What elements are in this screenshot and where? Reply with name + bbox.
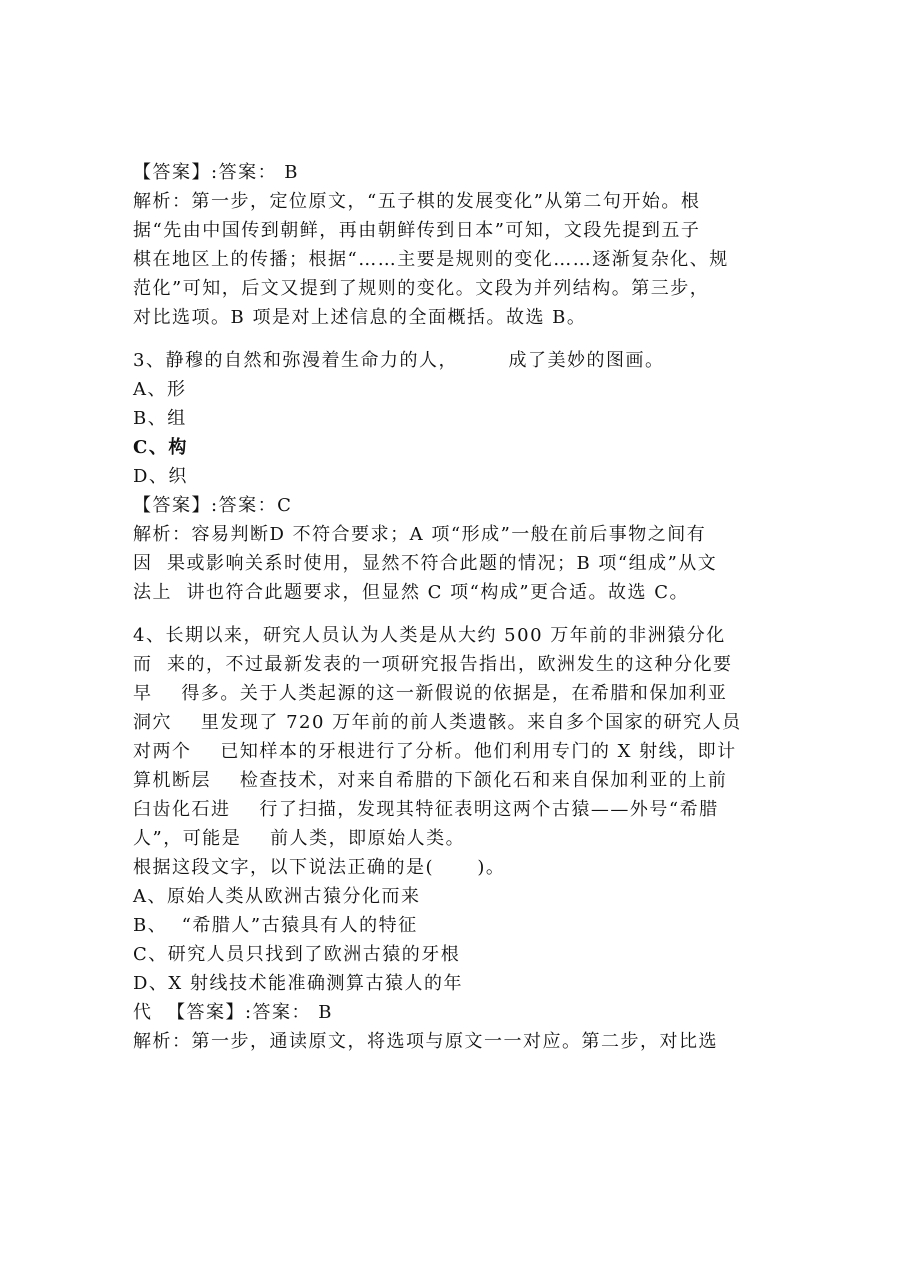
passage-line: 而 来的，不过最新发表的一项研究报告指出，欧洲发生的这种分化要 xyxy=(133,654,733,675)
explanation-line: 范化”可知，后文又提到了规则的变化。文段为并列结构。第三步， xyxy=(133,278,710,299)
option-d: D、X 射线技术能准确测算古猿人的年 xyxy=(133,973,463,994)
document-page xyxy=(133,158,783,1056)
answer-line: 【答案】:答案： B xyxy=(133,162,300,183)
option-a: A、原始人类从欧洲古猿分化而来 xyxy=(133,886,421,907)
explanation-line: 法上 讲也符合此题要求，但显然 C 项“构成”更合适。故选 C。 xyxy=(133,582,690,603)
passage-line: 臼齿化石进 行了扫描，发现其特征表明这两个古猿——外号“希腊 xyxy=(133,799,719,820)
explanation-line: 对比选项。B 项是对上述信息的全面概括。故选 B。 xyxy=(133,307,587,328)
question-prompt: 根据这段文字，以下说法正确的是( )。 xyxy=(133,857,506,878)
option-d: D、织 xyxy=(133,466,188,487)
option-c: C、研究人员只找到了欧洲古猿的牙根 xyxy=(133,944,461,965)
explanation-line: 因 果或影响关系时使用，显然不符合此题的情况；B 项“组成”从文 xyxy=(133,553,718,574)
passage-line: 对两个 已知样本的牙根进行了分析。他们利用专门的 X 射线，即计 xyxy=(133,741,737,762)
option-b: B、 “希腊人”古猿具有人的特征 xyxy=(133,915,418,936)
option-a: A、形 xyxy=(133,379,187,400)
explanation-line: 解析：第一步，定位原文，“五子棋的发展变化”从第二句开始。根 xyxy=(133,191,701,212)
option-b: B、组 xyxy=(133,408,187,429)
explanation-line: 据“先由中国传到朝鲜，再由朝鲜传到日本”可知，文段先提到五子 xyxy=(133,220,701,241)
explanation-line: 棋在地区上的传播；根据“……主要是规则的变化……逐渐复杂化、规 xyxy=(133,249,729,270)
explanation-line: 解析：第一步，通读原文，将选项与原文一一对应。第二步，对比选 xyxy=(133,1031,718,1052)
question-3 xyxy=(133,346,783,607)
passage-line: 人”，可能是 前人类，即原始人类。 xyxy=(133,828,466,849)
option-c: C、构 xyxy=(133,437,188,458)
answer-line: 代 【答案】:答案： B xyxy=(133,1002,333,1023)
question-stem: 3、静穆的自然和弥漫着生命力的人， 成了美妙的图画。 xyxy=(133,350,665,371)
passage-line: 早 得多。关于人类起源的这一新假说的依据是，在希腊和保加利亚 xyxy=(133,683,728,704)
question-2-answer-section xyxy=(133,158,783,332)
question-4 xyxy=(133,621,783,1056)
passage-line: 算机断层 检查技术，对来自希腊的下颌化石和来自保加利亚的上前 xyxy=(133,770,728,791)
answer-line: 【答案】:答案：C xyxy=(133,495,293,516)
explanation-line: 解析：容易判断D 不符合要求；A 项“形成”一般在前后事物之间有 xyxy=(133,524,707,545)
passage-line: 4、长期以来，研究人员认为人类是从大约 500 万年前的非洲猿分化 xyxy=(133,625,726,646)
passage-line: 洞穴 里发现了 720 万年前的前人类遗骸。来自多个国家的研究人员 xyxy=(133,712,742,733)
